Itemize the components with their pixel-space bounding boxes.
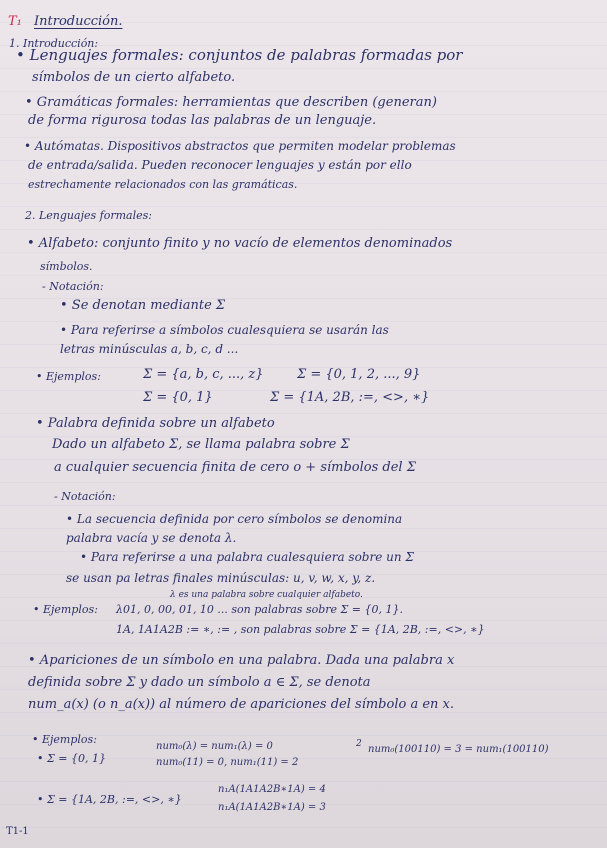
- ejemplos-3-right-sup: 2: [356, 739, 362, 749]
- ejemplos-3-label: • Ejemplos:: [32, 733, 97, 746]
- ejemplos-3-set-1-line-1: num₀(λ) = num₁(λ) = 0: [156, 741, 273, 752]
- page-number: T1-1: [6, 826, 29, 837]
- ejemplos-2-line-1: λ01, 0, 00, 01, 10 ... son palabras sobre Σ = {0, 1}.: [116, 603, 403, 616]
- ejemplos-3-set-2-line-1: n₁A(1A1A2B∗1A) = 4: [218, 784, 326, 795]
- palabra-line-2: Dado un alfabeto Σ, se llama palabra sobre Σ: [52, 437, 350, 452]
- gramaticas-line-2: de forma rigurosa todas las palabras de un lenguaje.: [28, 113, 377, 128]
- notacion-2-item-2-line-2: se usan pa letras finales minúsculas: u, v, w, x, y, z.: [66, 571, 376, 585]
- automatas-line-3: estrechamente relacionados con las gramáticas.: [28, 178, 298, 191]
- automatas-line-1: • Autómatas. Dispositivos abstractos que permiten modelar problemas: [24, 139, 456, 153]
- ejemplos-3-right: num₀(100110) = 3 = num₁(100110): [368, 744, 549, 755]
- apariciones-line-1: • Apariciones de un símbolo en una palabra. Dada una palabra x: [28, 653, 455, 668]
- ejemplos-3-set-1-line-2: num₀(11) = 0, num₁(11) = 2: [156, 757, 299, 768]
- ejemplos-1-row-2b: Σ = {1A, 2B, :=, <>, ∗}: [270, 390, 430, 405]
- title-prefix: T₁: [8, 14, 22, 29]
- gramaticas-line-1: • Gramáticas formales: herramientas que describen (generan): [25, 95, 437, 110]
- notacion-2-heading: - Notación:: [54, 490, 116, 503]
- palabra-line-3: a cualquier secuencia finita de cero o + símbolos del Σ: [54, 460, 416, 475]
- alfabeto-line-2: símbolos.: [40, 260, 93, 273]
- alfabeto-line-1: • Alfabeto: conjunto finito y no vacío de elementos denominados: [27, 236, 453, 251]
- page-title: Introducción.: [34, 14, 123, 29]
- section-1-heading: 1. Introducción:: [9, 37, 99, 50]
- ejemplos-1-label: • Ejemplos:: [36, 370, 101, 383]
- ejemplos-2-label: • Ejemplos:: [33, 603, 98, 616]
- ejemplos-1-row-1a: Σ = {a, b, c, ..., z}: [143, 367, 264, 382]
- notacion-1-item-2-line-1: • Para referirse a símbolos cualesquiera se usarán las: [60, 323, 389, 337]
- notacion-2-item-1-line-2: palabra vacía y se denota λ.: [66, 531, 237, 545]
- section-2-heading: 2. Lenguajes formales:: [25, 209, 152, 222]
- notacion-2-item-1-line-1: • La secuencia definida por cero símbolos se denomina: [66, 512, 403, 526]
- notacion-1-item-2-line-2: letras minúsculas a, b, c, d ...: [60, 342, 239, 356]
- ejemplos-3-set-1: • Σ = {0, 1}: [37, 752, 106, 765]
- lenguajes-line-2: símbolos de un cierto alfabeto.: [32, 70, 236, 85]
- notacion-2-item-2-line-1: • Para referirse a una palabra cualesquiera sobre un Σ: [80, 550, 414, 564]
- lenguajes-line-1: • Lenguajes formales: conjuntos de palabras formadas por: [16, 46, 463, 64]
- ejemplos-3-set-2: • Σ = {1A, 2B, :=, <>, ∗}: [37, 793, 182, 806]
- palabra-line-1: • Palabra definida sobre un alfabeto: [36, 416, 275, 431]
- ejemplos-1-row-2a: Σ = {0, 1}: [143, 390, 213, 405]
- automatas-line-2: de entrada/salida. Pueden reconocer lenguajes y están por ello: [28, 158, 412, 172]
- notacion-1-item-1: • Se denotan mediante Σ: [60, 298, 226, 313]
- ejemplos-2-note: λ es una palabra sobre cualquier alfabeto.: [170, 590, 363, 600]
- notacion-1-heading: - Notación:: [42, 280, 104, 293]
- ejemplos-1-row-1b: Σ = {0, 1, 2, ..., 9}: [297, 367, 421, 382]
- apariciones-line-2: definida sobre Σ y dado un símbolo a ∈ Σ, se denota: [28, 675, 371, 690]
- ejemplos-3-set-2-line-2: n₁A(1A1A2B∗1A) = 3: [218, 802, 326, 813]
- apariciones-line-3: num_a(x) (o n_a(x)) al número de apariciones del símbolo a en x.: [28, 697, 454, 712]
- ejemplos-2-line-2: 1A, 1A1A2B := ∗, := , son palabras sobre Σ = {1A, 2B, :=, <>, ∗}: [116, 623, 485, 636]
